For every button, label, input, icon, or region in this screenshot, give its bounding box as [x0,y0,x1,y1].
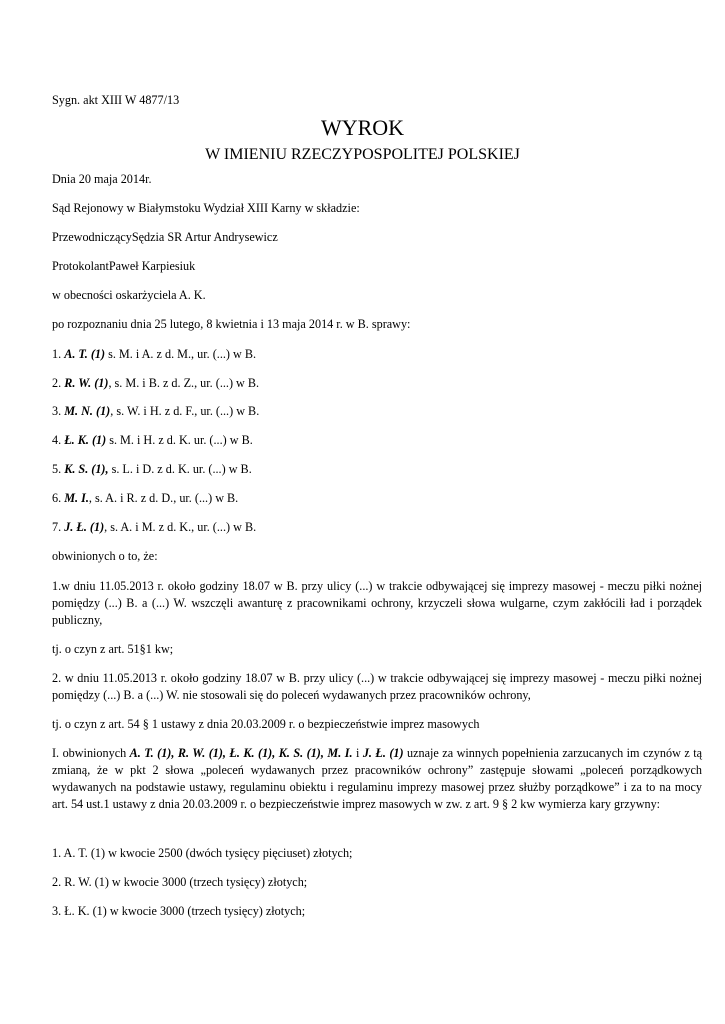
defendant-item [52,461,702,478]
defendant-item [52,519,702,536]
defendant-item [52,432,702,449]
defendant-item [52,490,702,507]
defendant-number: 5. [52,462,65,476]
defendant-details: s. M. i A. z d. M., ur. (...) w B. [105,347,257,361]
defendant-item [52,375,702,392]
defendant-item [52,346,702,363]
charge-2: 2. w dniu 11.05.2013 r. około godziny 18.07 w B. przy ulicy (...) w trakcie odbywającej się imprezy masowej - meczu piłki nożnej pomiędzy (...) B. a (...) W. nie stosowali się do poleceń wydawanych przez pracowników ochrony, [52,671,702,702]
court-clerk: ProtokolantPaweł Karpiesiuk [52,259,196,273]
defendant-number: 2. [52,376,65,390]
defendant-number: 4. [52,433,65,447]
charge-1-legal-basis: tj. o czyn z art. 51§1 kw; [52,642,174,656]
verdict-text: uznaje za winnych popełnienia zarzucanych im czynów z tą zmianą, że w pkt 2 słowa „poleceń wydawanych przez pracowników ochrony” zastępuje słowami „poleceń porządkowych wydawanych na podstawie ustawy, regulaminu obiektu i regulaminu imprezy masowej przez służby porządkowe” i za to na mocy art. 54 ust.1 ustawy z dnia 20.03.2009 r. o bezpieczeństwie imprez masowych w zw. z art. 9 § 2 kw wymierza kary grzywny: [52,746,703,811]
court-composition: Sąd Rejonowy w Białymstoku Wydział XIII Karny w składzie: [52,201,360,215]
defendant-details: s. M. i H. z d. K. ur. (...) w B. [106,433,253,447]
defendant-name: R. W. (1) [64,376,109,390]
document-title: WYROK [320,115,405,140]
defendant-details: , s. A. i M. z d. K., ur. (...) w B. [104,520,257,534]
defendant-name: J. Ł. (1) [64,520,105,534]
defendant-details: , s. A. i R. z d. D., ur. (...) w B. [88,491,239,505]
defendant-details: , s. M. i B. z d. Z., ur. (...) w B. [108,376,260,390]
document-subtitle: W IMIENIU RZECZYPOSPOLITEJ POLSKIEJ [205,146,520,163]
verdict-conjunction: i [352,746,363,760]
defendant-number: 6. [52,491,65,505]
charges-intro: obwinionych o to, że: [52,549,158,563]
defendant-item [52,403,702,420]
fine-item: 2. R. W. (1) w kwocie 3000 (trzech tysięcy) złotych; [52,875,308,889]
defendant-name: M. N. (1) [64,404,111,418]
fine-item: 1. A. T. (1) w kwocie 2500 (dwóch tysięcy pięciuset) złotych; [52,846,353,860]
case-signature: Sygn. akt XIII W 4877/13 [52,93,180,107]
verdict-last-defendant: J. Ł. (1) [362,746,404,760]
verdict-lead: I. obwinionych [52,746,130,760]
presiding-judge: PrzewodniczącySędzia SR Artur Andrysewicz [52,230,278,244]
defendant-name: A. T. (1) [64,347,106,361]
defendant-name: Ł. K. (1) [64,433,107,447]
hearing-dates: po rozpoznaniu dnia 25 lutego, 8 kwietnia i 13 maja 2014 r. w B. sprawy: [52,317,411,331]
defendant-details: s. L. i D. z d. K. ur. (...) w B. [108,462,252,476]
prosecutor-presence: w obecności oskarżyciela A. K. [52,288,206,302]
judgment-date: Dnia 20 maja 2014r. [52,172,152,186]
defendant-name: M. I. [64,491,89,505]
charge-2-legal-basis: tj. o czyn z art. 54 § 1 ustawy z dnia 20.03.2009 r. o bezpieczeństwie imprez masowych [52,717,480,731]
defendant-number: 3. [52,404,65,418]
defendant-details: , s. W. i H. z d. F., ur. (...) w B. [110,404,260,418]
defendant-name: K. S. (1), [64,462,109,476]
verdict-paragraph [52,745,702,813]
defendant-number: 1. [52,347,65,361]
verdict-defendant-names: A. T. (1), R. W. (1), Ł. K. (1), K. S. (1), M. I. [129,746,353,760]
fine-item: 3. Ł. K. (1) w kwocie 3000 (trzech tysięcy) złotych; [52,904,306,918]
charge-1: 1.w dniu 11.05.2013 r. około godziny 18.07 w B. przy ulicy (...) w trakcie odbywającej się imprezy masowej - meczu piłki nożnej pomiędzy (...) B. a (...) W. wszczęli awanturę z pracownikami ochrony, krzyczeli słowa wulgarne, czym zakłócili ład i porządek publiczny, [52,579,702,627]
defendant-number: 7. [52,520,65,534]
